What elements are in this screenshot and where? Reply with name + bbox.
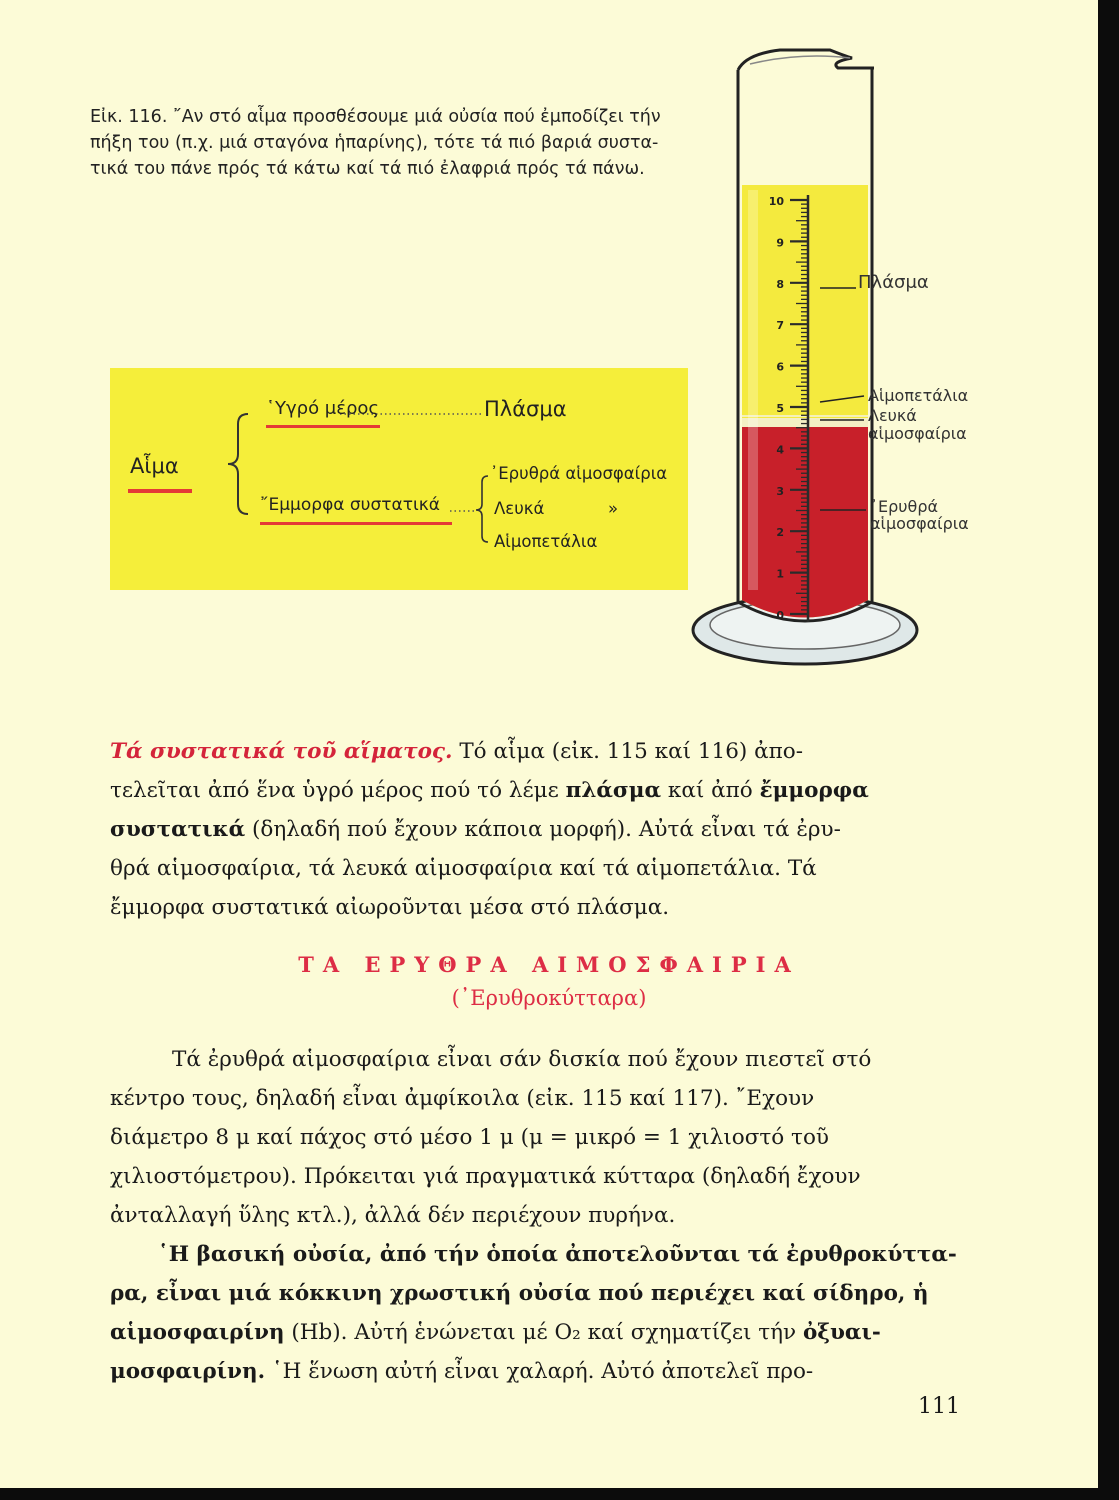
text-line: ἔμμορφα συστατικά αἰωροῦνται μέσα στό πλάσμα. (110, 895, 670, 920)
text-line (110, 810, 960, 849)
platelets-label: Αἱμοπετάλια (494, 532, 598, 551)
blood-components-diagram (110, 368, 688, 590)
text-line (110, 732, 960, 771)
blood-label: Αἷμα (130, 454, 179, 478)
page-number: 111 (918, 1394, 960, 1419)
glass-highlight (748, 190, 758, 590)
scale-number: 2 (776, 526, 784, 540)
bold-term: μοσφαιρίνη. (110, 1359, 266, 1384)
ditto-mark: » (608, 499, 619, 518)
plasma-label: Πλάσμα (484, 397, 567, 421)
section-title: ΤΑ ΕΡΥΘΡΑ ΑΙΜΟΣΦΑΙΡΙΑ (298, 952, 800, 977)
red-cells-label: ᾽Ερυθρά αἱμοσφαίρια (490, 464, 668, 483)
bold-run: ρα, εἶναι μιά κόκκινη χρωστική οὐσία πού περιέχει καί σίδηρο, ἡ (110, 1281, 929, 1306)
bold-term: αἱμοσφαιρίνη (110, 1320, 285, 1345)
components-paragraph (110, 732, 960, 927)
caption-line: πήξη του (π.χ. μιά σταγόνα ἡπαρίνης), τότε τά πιό βαριά συστα- (90, 133, 659, 153)
cyl-label-white-1: Λευκά (868, 406, 917, 425)
text-line (110, 1313, 960, 1352)
text-run: Τό αἷμα (εἰκ. 115 καί 116) ἀπο- (452, 739, 803, 764)
bold-run: ῾Η βασική οὐσία, ἀπό τήν ὁποία ἀποτελοῦνται τά ἐρυθροκύττα- (158, 1242, 957, 1267)
scale-number: 9 (776, 236, 784, 250)
text-run: (δηλαδή πού ἔχουν κάποια μορφή). Αὐτά εἶναι τά ἐρυ- (245, 817, 841, 842)
text-line (110, 771, 960, 810)
scale-number: 8 (776, 277, 784, 291)
figure-caption (90, 104, 730, 182)
text-line: κέντρο τους, δηλαδή εἶναι ἀμφίκοιλα (εἰκ. 115 καί 117). ῎Εχουν (110, 1086, 815, 1111)
text-run: καί ἀπό (661, 778, 760, 803)
cylinder-lip (750, 56, 850, 64)
bold-term: πλάσμα (565, 778, 662, 803)
bold-term: ἔμμορφα (759, 778, 869, 803)
scale-number: 10 (768, 195, 784, 208)
liquid-part-label: ῾Υγρό μέρος (266, 398, 379, 419)
text-line (110, 1274, 960, 1313)
scale-number: 5 (776, 402, 784, 415)
main-brace (228, 414, 248, 514)
graduated-cylinder-illustration (680, 40, 1000, 680)
text-line: θρά αἱμοσφαίρια, τά λευκά αἱμοσφαίρια καί τά αἱμοπετάλια. Τά (110, 856, 817, 881)
text-line (110, 1040, 960, 1079)
text-line: ἀνταλλαγή ὕλης κτλ.), ἀλλά δέν περιέχουν πυρήνα. (110, 1203, 676, 1228)
scale-number: 6 (776, 360, 784, 374)
caption-line: τικά του πάνε πρός τά κάτω καί τά πιό ἐλαφριά πρός τά πάνω. (90, 159, 645, 179)
cyl-label-red-2: αἱμοσφαίρια (870, 514, 969, 533)
cyl-label-platelets: Αἱμοπετάλια (868, 386, 969, 405)
scale-number: 3 (776, 484, 784, 498)
text-line (110, 1352, 960, 1391)
formed-elements-underline (260, 522, 452, 525)
caption-line: Εἰκ. 116. ῎Αν στό αἷμα προσθέσουμε μιά οὐσία πού ἐμποδίζει τήν (90, 107, 661, 127)
scale-number: 7 (776, 319, 784, 333)
text-run: Τά ἐρυθρά αἱμοσφαίρια εἶναι σάν δισκία πού ἔχουν πιεστεῖ στό (172, 1047, 872, 1072)
formed-elements-label: ῎Εμμορφα συστατικά (260, 495, 440, 515)
text-line: χιλιοστόμετρου). Πρόκειται γιά πραγματικά κύτταρα (δηλαδή ἔχουν (110, 1164, 861, 1189)
text-run: τελεῖται ἀπό ἕνα ὑγρό μέρος πού τό λέμε (110, 778, 566, 803)
cyl-label-red-1: ᾽Ερυθρά (870, 497, 939, 516)
text-line: διάμετρο 8 μ καί πάχος στό μέσο 1 μ (μ = μικρό = 1 χιλιοστό τοῦ (110, 1125, 829, 1150)
bold-term: ὀξυαι- (802, 1320, 881, 1345)
red-cells-paragraph (110, 1040, 960, 1235)
sub-brace (476, 476, 488, 542)
liquid-part-underline (266, 425, 380, 428)
text-line (110, 1235, 960, 1274)
paragraph-heading: Τά συστατικά τοῦ αἵματος. (110, 739, 453, 764)
hemoglobin-paragraph (110, 1235, 960, 1391)
text-run: ῾Η ἕνωση αὐτή εἶναι χαλαρή. Αὐτό ἀποτελεῖ προ- (265, 1359, 814, 1384)
scale-number: 0 (776, 609, 784, 622)
cyl-label-plasma: Πλάσμα (858, 272, 929, 293)
cyl-label-white-2: αἱμοσφαίρια (868, 424, 967, 443)
cylinder-rim (738, 50, 874, 70)
section-subtitle: (᾽Ερυθροκύτταρα) (451, 986, 647, 1010)
scale-number: 1 (776, 567, 784, 581)
scale-number: 4 (776, 443, 784, 457)
white-cells-label: Λευκά (494, 499, 545, 518)
bold-term: συστατικά (110, 817, 246, 842)
text-run: (Hb). Αὐτή ἑνώνεται μέ O₂ καί σχηματίζει τήν (284, 1320, 803, 1345)
